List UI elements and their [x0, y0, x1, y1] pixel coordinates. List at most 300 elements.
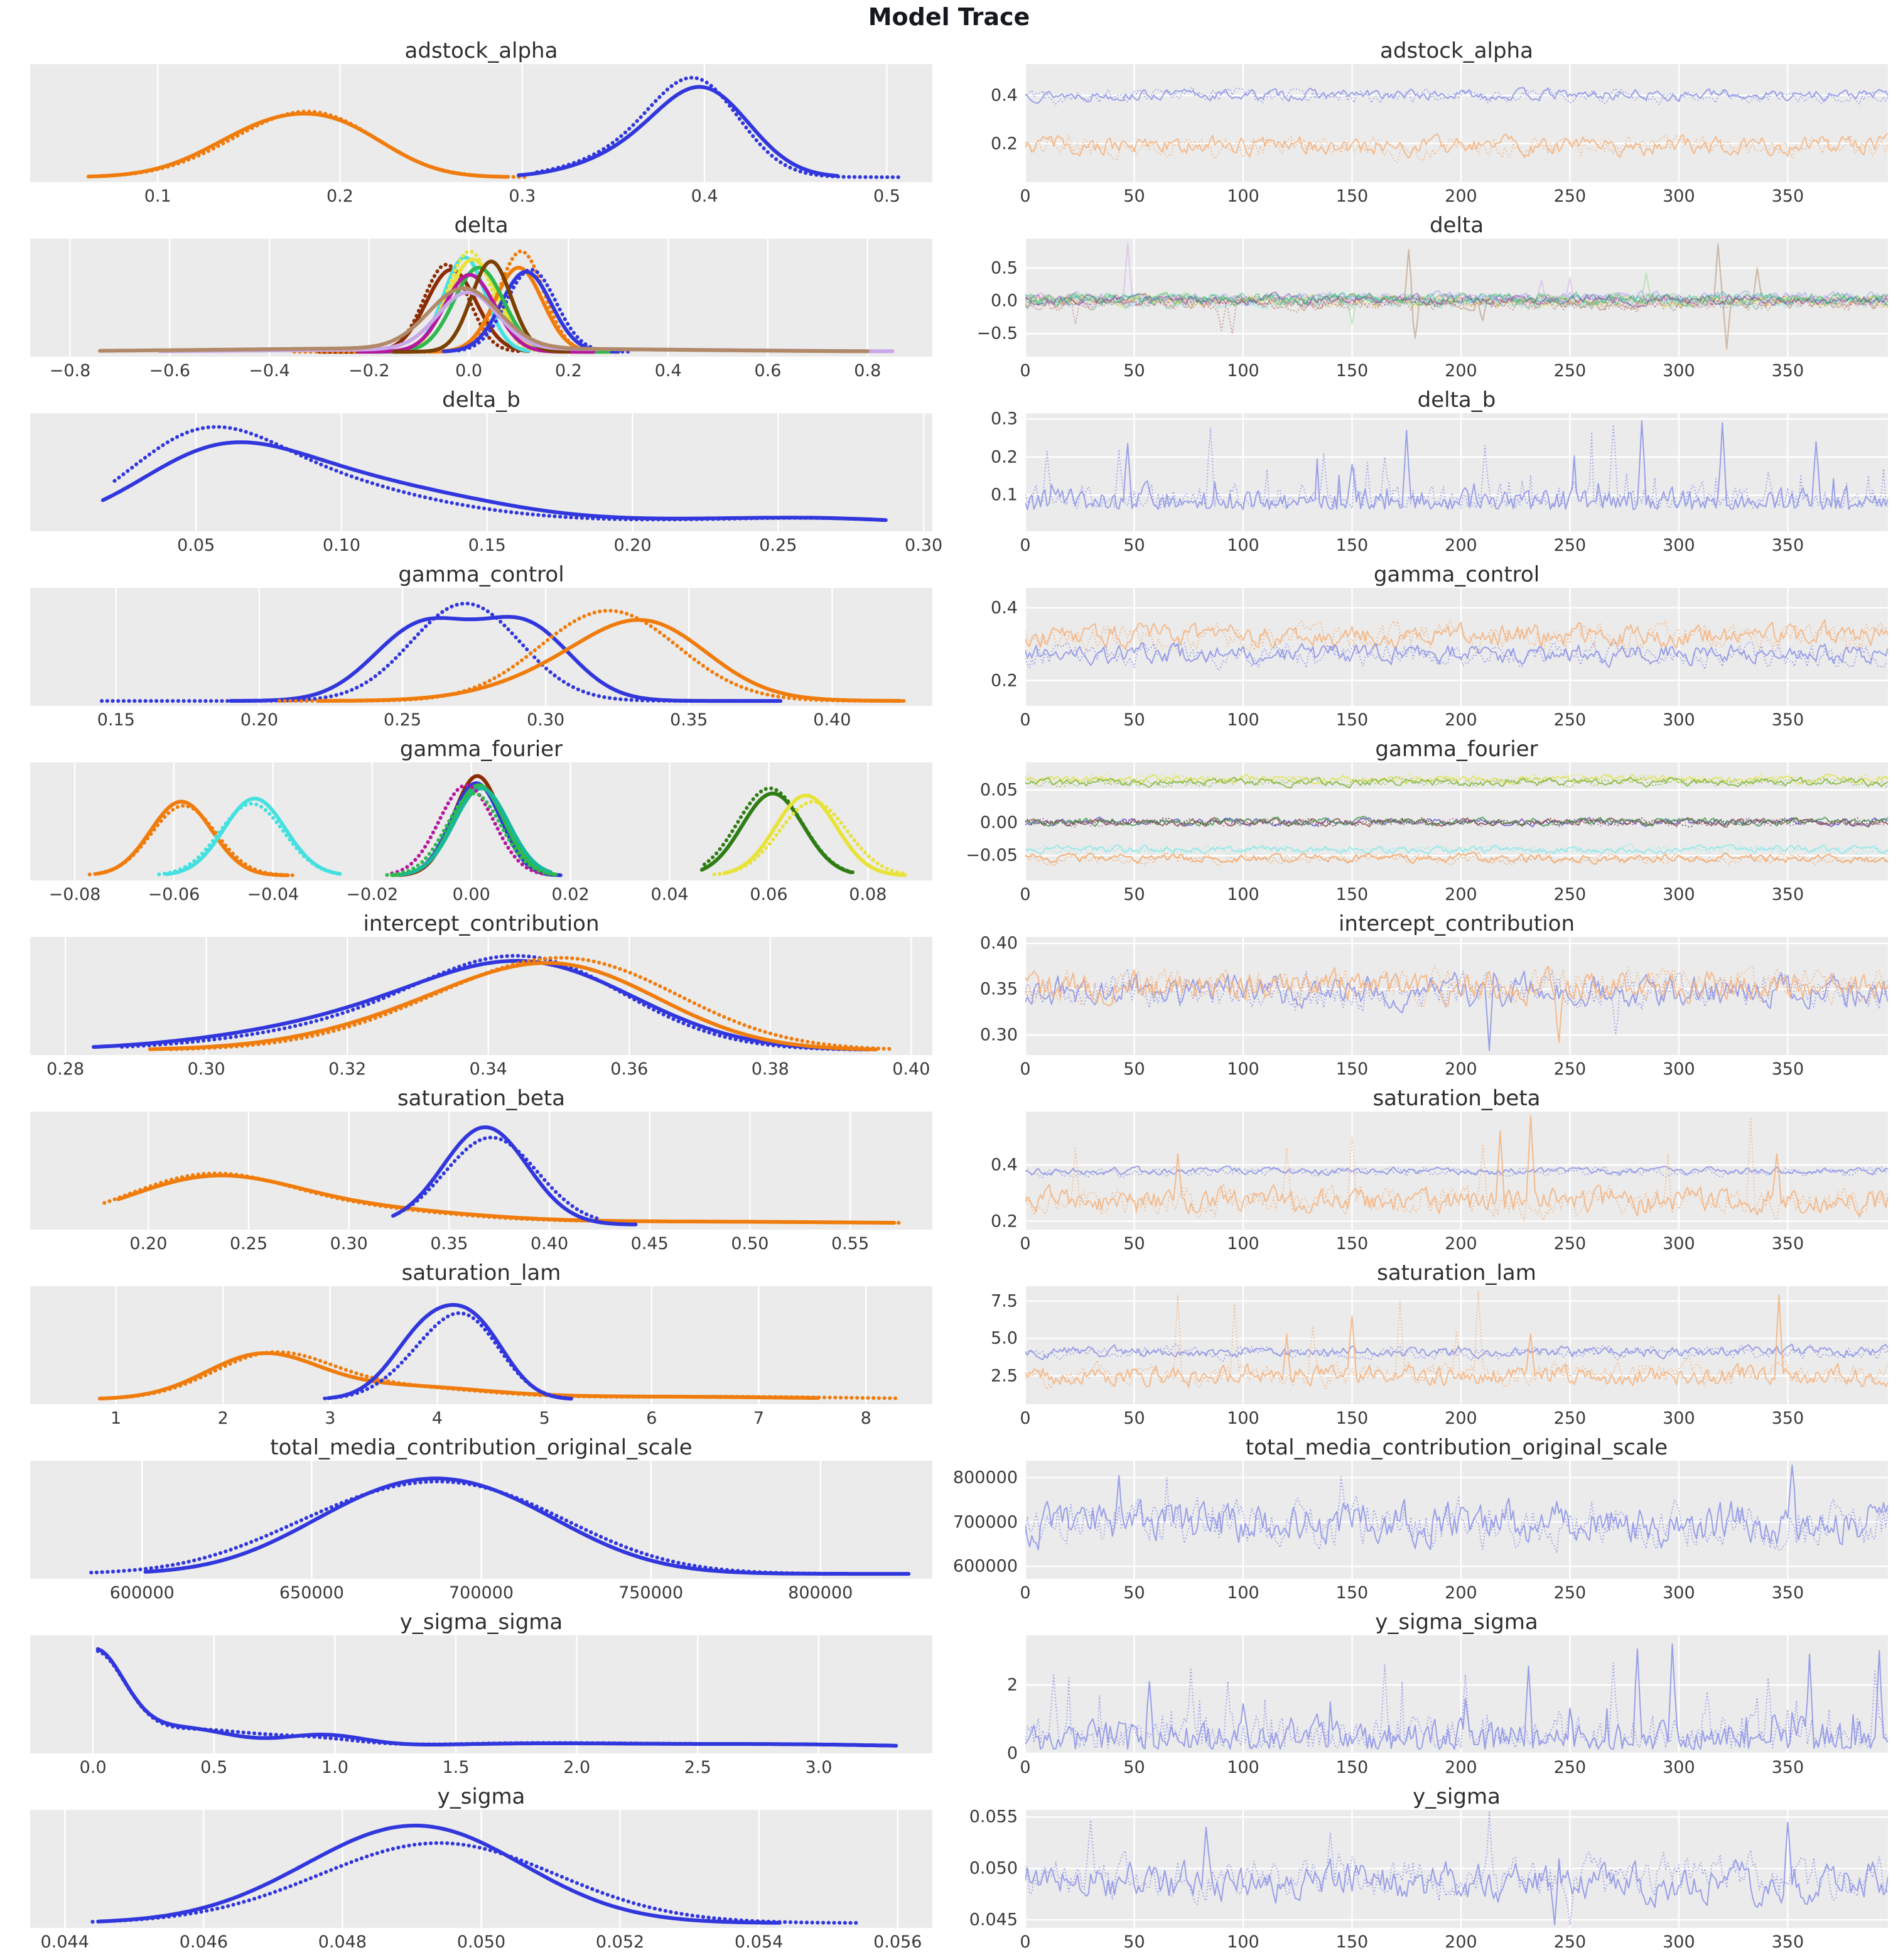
y-tick-label: 0.2: [991, 447, 1018, 467]
kde-curve: [325, 1313, 566, 1399]
x-axis: [30, 1579, 932, 1605]
y-tick-label: 600000: [952, 1556, 1018, 1576]
plot-area: [30, 413, 932, 531]
x-axis: [1020, 1404, 1888, 1431]
x-tick-label: 150: [1335, 1059, 1369, 1079]
x-tick-label: 200: [1445, 1234, 1477, 1253]
y-tick-label: 0.05: [979, 780, 1018, 800]
x-tick-label: 350: [1771, 710, 1804, 730]
y-tick-label: 0.2: [991, 1211, 1018, 1232]
x-tick-label: 300: [1663, 361, 1695, 381]
x-tick-label: 0.052: [595, 1932, 645, 1952]
y-tick-label: 0.30: [979, 1025, 1018, 1045]
y-tick-label: 0.0: [991, 291, 1018, 311]
kde-curve: [399, 1137, 600, 1219]
plot-canvas: [1025, 64, 1888, 182]
trace-subplot-intercept_contribution: [949, 907, 1898, 1081]
x-tick-label: 250: [1553, 1932, 1587, 1952]
x-tick-label: 0.2: [326, 187, 353, 206]
x-tick-label: 50: [1123, 187, 1145, 206]
x-tick-label: 0.048: [318, 1932, 367, 1952]
kde-subplot-adstock_alpha: [0, 34, 949, 208]
subplot-title: gamma_control: [1373, 562, 1540, 587]
y-tick-label: 5.0: [991, 1328, 1018, 1348]
x-tick-label: 150: [1335, 1758, 1369, 1777]
x-tick-label: 100: [1227, 885, 1259, 904]
plot-area: [30, 588, 932, 706]
x-tick-label: −0.8: [49, 361, 91, 381]
x-tick-label: 0.55: [831, 1234, 870, 1253]
x-tick-label: 0.25: [230, 1234, 268, 1253]
x-tick-label: 6: [646, 1409, 657, 1428]
subplot-grid: [0, 34, 1898, 1954]
kde-subplot-total_media_contribution_original_scale: [0, 1431, 949, 1605]
subplot-title: total_media_contribution_original_scale: [1245, 1435, 1668, 1460]
subplot-title: delta_b: [442, 387, 520, 413]
x-tick-label: 100: [1227, 1234, 1259, 1253]
x-tick-label: 350: [1771, 1758, 1804, 1777]
x-tick-label: 300: [1663, 710, 1695, 730]
kde-curve: [103, 112, 526, 177]
subplot-inner: [966, 732, 1888, 907]
x-tick-label: 2: [217, 1409, 229, 1428]
plot-canvas: [1025, 1461, 1888, 1579]
kde-curve: [91, 1481, 909, 1574]
x-axis: [30, 1753, 932, 1780]
y-tick-label: 0.055: [969, 1807, 1018, 1827]
subplot-inner: [30, 732, 932, 907]
trace-line: [1025, 1295, 1888, 1387]
kde-curve: [119, 1176, 895, 1223]
plot-canvas: [1025, 413, 1888, 531]
x-tick-label: 7: [753, 1409, 765, 1428]
kde-curve: [519, 87, 838, 176]
subplot-title: delta: [1429, 213, 1484, 238]
x-axis: [1020, 706, 1888, 732]
subplot-title: y_sigma_sigma: [399, 1610, 563, 1635]
x-tick-label: 2.5: [684, 1758, 711, 1777]
x-tick-label: 250: [1553, 361, 1587, 381]
x-tick-label: 0: [1020, 1758, 1031, 1777]
x-tick-label: 1: [110, 1409, 122, 1428]
x-tick-label: 0.35: [670, 710, 708, 730]
plot-area: [979, 933, 1888, 1055]
x-tick-label: 150: [1335, 885, 1369, 904]
x-tick-label: 0.15: [97, 710, 135, 730]
plot-area: [991, 409, 1888, 531]
subplot-title: total_media_contribution_original_scale: [270, 1435, 693, 1460]
subplot-title: adstock_alpha: [404, 38, 558, 63]
x-tick-label: 250: [1553, 710, 1587, 730]
subplot-inner: [30, 1081, 932, 1256]
x-tick-label: −0.02: [346, 885, 399, 904]
x-tick-label: 300: [1663, 1583, 1695, 1603]
x-tick-label: 300: [1663, 536, 1695, 555]
x-tick-label: 200: [1445, 1059, 1477, 1079]
x-tick-label: 0: [1020, 710, 1031, 730]
x-tick-label: −0.6: [149, 361, 191, 381]
x-tick-label: 250: [1553, 1758, 1587, 1777]
subplot-inner: [1006, 1605, 1888, 1780]
x-tick-label: 0.34: [469, 1059, 507, 1079]
trace-line: [1025, 1644, 1888, 1750]
x-axis: [30, 182, 932, 208]
plot-area: [30, 239, 932, 357]
x-tick-label: 0.0: [79, 1758, 107, 1777]
x-tick-label: 0.06: [750, 885, 788, 904]
x-tick-label: 50: [1123, 1409, 1145, 1428]
x-tick-label: 250: [1553, 1234, 1587, 1253]
x-tick-label: 0.50: [731, 1234, 769, 1253]
y-tick-label: 0.1: [991, 485, 1018, 505]
plot-canvas: [30, 762, 932, 880]
x-tick-label: 0.0: [455, 361, 483, 381]
plot-canvas: [30, 1635, 932, 1753]
kde-subplot-saturation_beta: [0, 1081, 949, 1256]
x-tick-label: 0: [1020, 1409, 1031, 1428]
x-tick-label: 100: [1227, 187, 1259, 206]
x-tick-label: 0: [1020, 885, 1031, 904]
plot-area: [969, 1807, 1888, 1930]
x-tick-label: 150: [1335, 1234, 1369, 1253]
x-tick-label: 50: [1123, 1059, 1145, 1079]
y-tick-label: 800000: [952, 1468, 1018, 1488]
x-tick-label: 150: [1335, 710, 1369, 730]
plot-area: [30, 1810, 932, 1928]
x-tick-label: 0: [1020, 361, 1031, 381]
subplot-inner: [976, 208, 1888, 383]
x-tick-label: 0.4: [691, 187, 718, 206]
plot-canvas: [1025, 1635, 1888, 1753]
plot-area: [30, 762, 932, 880]
y-tick-label: 0.4: [991, 1155, 1018, 1175]
x-axis: [30, 357, 932, 383]
plot-canvas: [30, 1810, 932, 1928]
x-tick-label: 600000: [109, 1583, 175, 1603]
subplot-inner: [30, 1605, 932, 1780]
plot-canvas: [30, 1112, 932, 1230]
subplot-title: intercept_contribution: [1338, 911, 1575, 936]
plot-canvas: [30, 588, 932, 706]
x-axis: [1020, 182, 1888, 208]
x-tick-label: 150: [1335, 361, 1369, 381]
x-tick-label: 300: [1663, 885, 1695, 904]
x-tick-label: 150: [1335, 1409, 1369, 1428]
x-tick-label: −0.06: [148, 885, 200, 904]
kde-curve: [459, 269, 628, 352]
x-axis: [30, 706, 932, 732]
kde-subplot-gamma_fourier: [0, 732, 949, 907]
kde-subplot-gamma_control: [0, 558, 949, 732]
y-tick-label: 0: [1006, 1743, 1018, 1763]
plot-canvas: [1025, 937, 1888, 1055]
x-tick-label: 3: [325, 1409, 336, 1428]
y-tick-label: 0.4: [991, 85, 1018, 106]
x-tick-label: 0.5: [873, 187, 900, 206]
trace-subplot-y_sigma: [949, 1780, 1898, 1954]
plot-area: [30, 64, 932, 182]
kde-curve: [537, 78, 902, 177]
x-tick-label: 50: [1123, 1583, 1145, 1603]
x-tick-label: 0: [1020, 187, 1031, 206]
plot-area: [30, 1286, 932, 1404]
y-tick-label: 700000: [952, 1512, 1018, 1532]
plot-area: [30, 1461, 932, 1579]
x-tick-label: 300: [1663, 1234, 1695, 1253]
kde-curve: [146, 1478, 909, 1574]
x-tick-label: 0.20: [613, 536, 652, 555]
subplot-inner: [969, 1780, 1888, 1954]
x-tick-label: 0.04: [650, 885, 689, 904]
x-tick-label: 0: [1020, 536, 1031, 555]
x-tick-label: −0.04: [247, 885, 299, 904]
x-tick-label: 4: [431, 1409, 443, 1428]
x-tick-label: 100: [1227, 536, 1259, 555]
x-tick-label: 200: [1445, 536, 1477, 555]
x-tick-label: 0.00: [452, 885, 490, 904]
x-tick-label: 1.5: [442, 1758, 470, 1777]
trace-line: [1025, 1476, 1888, 1553]
plot-canvas: [30, 1286, 932, 1404]
x-axis: [30, 1404, 932, 1431]
x-axis: [1020, 1579, 1888, 1605]
x-tick-label: 250: [1553, 1583, 1587, 1603]
x-tick-label: 0.1: [144, 187, 171, 206]
trace-subplot-delta: [949, 208, 1898, 383]
x-tick-label: 0.044: [40, 1932, 89, 1952]
x-tick-label: 100: [1227, 1758, 1259, 1777]
x-tick-label: 300: [1663, 1059, 1695, 1079]
y-tick-label: 0.2: [991, 671, 1018, 690]
x-tick-label: 350: [1771, 1059, 1804, 1079]
x-tick-label: 5: [539, 1409, 550, 1428]
subplot-inner: [30, 1780, 932, 1954]
x-tick-label: 1.0: [321, 1758, 348, 1777]
x-tick-label: 300: [1663, 1932, 1695, 1952]
x-tick-label: 350: [1771, 885, 1804, 904]
kde-curve: [100, 1826, 780, 1923]
subplot-title: delta_b: [1417, 387, 1496, 413]
trace-line: [1025, 852, 1888, 864]
x-tick-label: 0.056: [873, 1932, 922, 1952]
plot-area: [952, 1461, 1888, 1579]
x-tick-label: 800000: [788, 1583, 853, 1603]
subplot-title: gamma_fourier: [1375, 737, 1538, 762]
x-tick-label: 0.38: [751, 1059, 789, 1079]
x-tick-label: 350: [1771, 1234, 1804, 1253]
x-tick-label: 0.054: [734, 1932, 784, 1952]
x-tick-label: 200: [1445, 1932, 1477, 1952]
x-axis: [1020, 1928, 1888, 1954]
plot-area: [976, 239, 1888, 357]
x-tick-label: 250: [1553, 1409, 1587, 1428]
x-tick-label: 50: [1123, 710, 1145, 730]
x-axis: [30, 1230, 932, 1256]
plot-canvas: [1025, 588, 1888, 706]
subplot-title: saturation_beta: [397, 1086, 566, 1111]
subplot-inner: [30, 383, 943, 558]
x-axis: [1020, 880, 1888, 907]
kde-subplot-y_sigma: [0, 1780, 949, 1954]
y-tick-label: −0.5: [976, 323, 1018, 344]
x-tick-label: 0.6: [754, 361, 782, 381]
x-tick-label: 0.30: [527, 710, 565, 730]
plot-canvas: [30, 937, 932, 1055]
x-tick-label: 350: [1771, 1583, 1804, 1603]
trace-subplot-delta_b: [949, 383, 1898, 558]
y-tick-label: −0.05: [966, 845, 1018, 865]
x-tick-label: 50: [1123, 1758, 1145, 1777]
x-tick-label: 250: [1553, 885, 1587, 904]
kde-curve: [171, 958, 890, 1049]
plot-canvas: [30, 239, 932, 357]
x-tick-label: 100: [1227, 1583, 1259, 1603]
x-axis: [30, 1055, 932, 1081]
x-tick-label: 0.4: [654, 361, 682, 381]
subplot-inner: [30, 34, 932, 208]
x-tick-label: 0.2: [554, 361, 582, 381]
x-tick-label: −0.4: [249, 361, 290, 381]
kde-subplot-delta_b: [0, 383, 949, 558]
x-tick-label: 0.30: [905, 536, 943, 555]
x-tick-label: 0.20: [129, 1234, 168, 1253]
kde-curve: [92, 1843, 856, 1923]
x-tick-label: 350: [1771, 1409, 1804, 1428]
x-tick-label: 200: [1445, 1409, 1477, 1428]
x-tick-label: 50: [1123, 361, 1145, 381]
plot-canvas: [1025, 1810, 1888, 1928]
kde-subplot-intercept_contribution: [0, 907, 949, 1081]
x-tick-label: 2.0: [563, 1758, 591, 1777]
x-tick-label: 300: [1663, 187, 1695, 206]
x-tick-label: 0.25: [383, 710, 422, 730]
x-tick-label: 0.40: [892, 1059, 930, 1079]
plot-canvas: [1025, 1286, 1888, 1404]
x-tick-label: 150: [1335, 1932, 1369, 1952]
trace-line: [1025, 1166, 1888, 1176]
x-tick-label: 0.45: [630, 1234, 669, 1253]
trace-line: [1025, 1116, 1888, 1217]
x-tick-label: 50: [1123, 536, 1145, 555]
x-tick-label: 0.30: [187, 1059, 225, 1079]
trace-line: [1025, 421, 1888, 509]
y-tick-label: 7.5: [991, 1291, 1018, 1311]
subplot-title: intercept_contribution: [363, 911, 600, 936]
x-tick-label: −0.2: [348, 361, 390, 381]
x-tick-label: 8: [860, 1409, 871, 1428]
x-tick-label: 150: [1335, 187, 1369, 206]
x-tick-label: 0.050: [456, 1932, 506, 1952]
subplot-inner: [30, 1431, 932, 1605]
y-tick-label: 0.00: [979, 813, 1018, 833]
x-axis: [30, 880, 932, 907]
kde-curve: [100, 1353, 817, 1399]
plot-area: [30, 937, 932, 1055]
x-tick-label: 0.30: [330, 1234, 368, 1253]
subplot-title: y_sigma: [437, 1784, 526, 1809]
x-tick-label: 150: [1335, 1583, 1369, 1603]
subplot-title: saturation_lam: [1377, 1260, 1536, 1286]
x-tick-label: 350: [1771, 536, 1804, 555]
x-tick-label: 100: [1227, 1932, 1259, 1952]
kde-curve: [328, 1305, 571, 1399]
x-tick-label: 350: [1771, 187, 1804, 206]
x-tick-label: 50: [1123, 1932, 1145, 1952]
x-tick-label: 0.28: [46, 1059, 85, 1079]
kde-curve: [98, 1651, 892, 1746]
subplot-title: gamma_control: [398, 562, 564, 587]
x-tick-label: 0.10: [322, 536, 361, 555]
x-tick-label: 200: [1445, 1758, 1477, 1777]
plot-area: [991, 64, 1888, 182]
x-tick-label: 0.20: [240, 710, 278, 730]
x-tick-label: 250: [1553, 536, 1587, 555]
x-tick-label: 50: [1123, 1234, 1145, 1253]
trace-subplot-saturation_beta: [949, 1081, 1898, 1256]
x-tick-label: 200: [1445, 885, 1477, 904]
x-tick-label: 0: [1020, 1234, 1031, 1253]
x-tick-label: 250: [1553, 1059, 1587, 1079]
kde-curve: [230, 617, 780, 701]
y-tick-label: 0.5: [991, 258, 1018, 278]
x-tick-label: 200: [1445, 361, 1477, 381]
x-tick-label: 200: [1445, 710, 1477, 730]
x-axis: [1020, 531, 1888, 558]
x-tick-label: 300: [1663, 1758, 1695, 1777]
subplot-inner: [991, 34, 1888, 208]
trace-subplot-y_sigma_sigma: [949, 1605, 1898, 1780]
x-tick-label: 750000: [618, 1583, 684, 1603]
subplot-inner: [30, 1256, 932, 1431]
y-tick-label: 0.045: [969, 1910, 1018, 1930]
x-tick-label: 0: [1020, 1932, 1031, 1952]
x-tick-label: 0: [1020, 1059, 1031, 1079]
x-axis: [1020, 1230, 1888, 1256]
x-tick-label: 0.25: [759, 536, 797, 555]
subplot-inner: [991, 383, 1888, 558]
x-axis: [30, 531, 943, 558]
subplot-inner: [991, 1081, 1888, 1256]
x-tick-label: 0.08: [849, 885, 887, 904]
plot-canvas: [1025, 239, 1888, 357]
subplot-title: saturation_lam: [401, 1260, 561, 1286]
plot-area: [991, 1112, 1888, 1232]
y-tick-label: 0.050: [969, 1858, 1018, 1878]
subplot-inner: [991, 1256, 1888, 1431]
subplot-inner: [979, 907, 1888, 1081]
y-tick-label: 0.2: [991, 134, 1018, 154]
subplot-title: adstock_alpha: [1380, 38, 1533, 63]
x-tick-label: 0.02: [551, 885, 590, 904]
plot-canvas: [30, 413, 932, 531]
figure-title: Model Trace: [868, 3, 1030, 31]
x-tick-label: 50: [1123, 885, 1145, 904]
x-tick-label: 0.35: [430, 1234, 468, 1253]
x-tick-label: 0: [1020, 1583, 1031, 1603]
y-tick-label: 0.40: [979, 933, 1018, 953]
trace-subplot-gamma_fourier: [949, 732, 1898, 907]
subplot-inner: [991, 558, 1888, 732]
x-axis: [30, 1928, 932, 1954]
x-tick-label: 700000: [448, 1583, 514, 1603]
x-tick-label: 650000: [279, 1583, 344, 1603]
trace-subplot-gamma_control: [949, 558, 1898, 732]
x-tick-label: 0.40: [813, 710, 851, 730]
x-tick-label: 350: [1771, 1932, 1804, 1952]
x-tick-label: 100: [1227, 1409, 1259, 1428]
trace-line: [1025, 1117, 1888, 1221]
x-tick-label: 0.5: [200, 1758, 228, 1777]
